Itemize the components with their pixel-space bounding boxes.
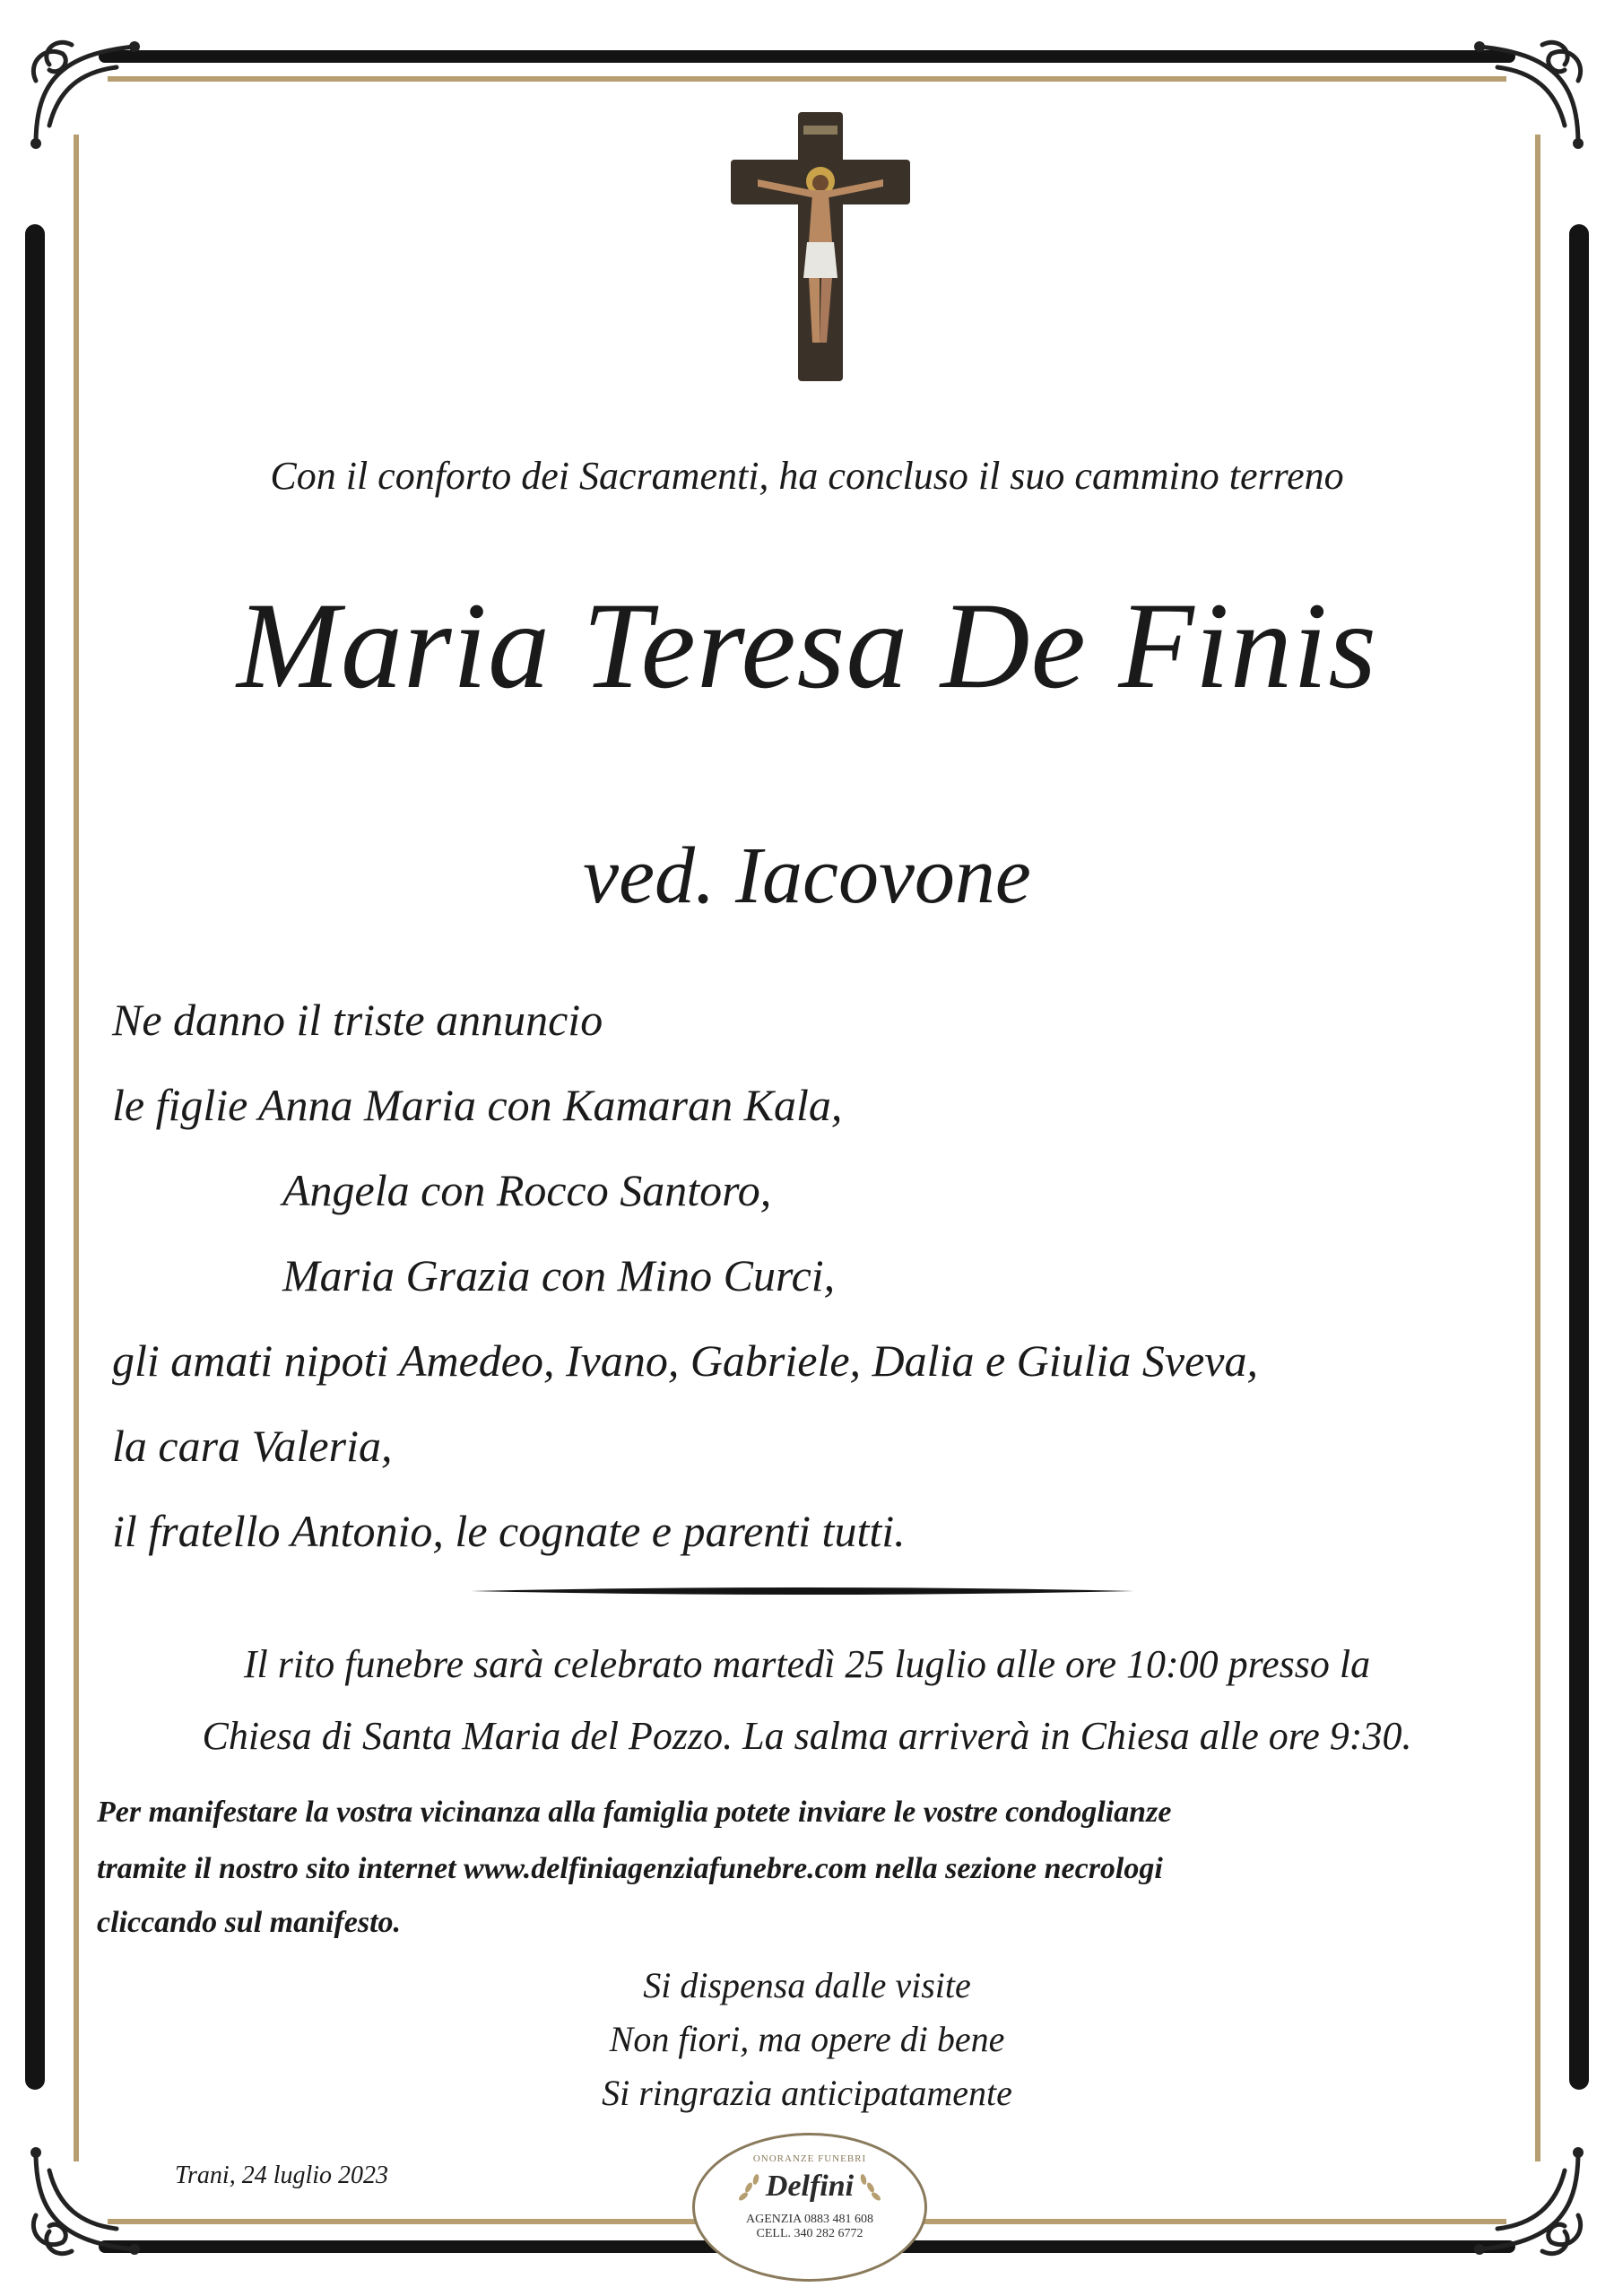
funeral-line: Chiesa di Santa Maria del Pozzo. La salma arriverà in Chiesa alle ore 9:30. [202,1714,1412,1758]
top-border-bar [99,50,1515,63]
left-gold-line [74,135,79,2161]
agency-cell: CELL. 340 282 6772 [756,2227,863,2240]
family-line: Ne danno il triste annuncio [112,995,603,1045]
place-date: Trani, 24 luglio 2023 [175,2161,389,2189]
widow-of: ved. Iacovone [583,831,1031,920]
agency-phone: AGENZIA 0883 481 608 [746,2213,873,2226]
condolences-line: cliccando sul manifesto. [97,1906,402,1939]
condolences-line: Per manifestare la vostra vicinanza alla famiglia potete inviare le vostre condoglianze [97,1796,1172,1829]
deceased-name: Maria Teresa De Finis [237,577,1377,714]
family-line: gli amati nipoti Amedeo, Ivano, Gabriele, Dalia e Giulia Sveva, [112,1335,1259,1386]
opening-line: Con il conforto dei Sacramenti, ha concluso il suo cammino terreno [270,454,1344,498]
agency-top-text: ONORANZE FUNEBRI [752,2153,867,2164]
agency-name: Delfini [765,2170,855,2203]
family-line: le figlie Anna Maria con Kamaran Kala, [112,1080,843,1130]
corner-ornament-icon [18,2135,152,2269]
family-line: il fratello Antonio, le cognate e parenti tutti. [112,1506,906,1556]
divider [471,1586,1134,1596]
right-border-bar [1569,224,1589,2090]
closing-line: Non fiori, ma opere di bene [609,2019,1005,2059]
agency-logo [692,2133,927,2282]
laurel-icon [731,2166,889,2209]
family-line: la cara Valeria, [112,1421,393,1471]
corner-ornament-icon [1462,27,1596,161]
top-gold-line [108,76,1506,82]
left-border-bar [25,224,45,2090]
closing-line: Si dispensa dalle visite [643,1965,971,2005]
crucifix-icon [726,108,915,386]
family-line: Angela con Rocco Santoro, [282,1165,772,1215]
closing-line: Si ringrazia anticipatamente [602,2073,1012,2113]
condolences-line: tramite il nostro sito internet www.delfiniagenziafunebre.com nella sezione necrologi [97,1852,1163,1885]
corner-ornament-icon [18,27,152,161]
funeral-line: Il rito funebre sarà celebrato martedì 25 luglio alle ore 10:00 presso la [243,1642,1371,1686]
corner-ornament-icon [1462,2135,1596,2269]
right-gold-line [1535,135,1540,2161]
family-line: Maria Grazia con Mino Curci, [282,1250,836,1300]
